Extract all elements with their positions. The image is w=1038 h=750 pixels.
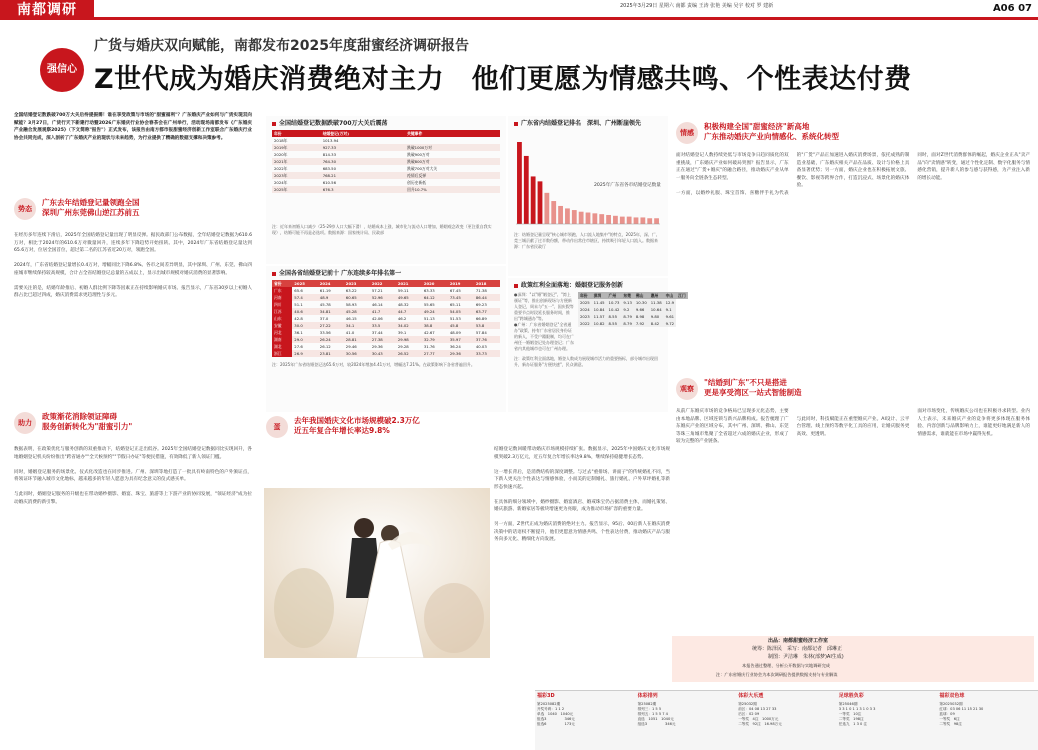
provincial-cell: 71.38 [475,288,487,293]
national-marriage-cell: 1013.94 [322,138,339,143]
provincial-title: 全国各省结婚登记前十 广东连续多年排名第一 [272,270,401,279]
provincial-cell: 63.22 [345,288,357,293]
city-bar [544,193,549,224]
national-marriage-cell: 跌破900万对 [407,152,430,157]
city-bar [558,206,563,224]
national-marriage-cell: 2018年 [274,138,288,143]
section-2-badge: 助力 [14,412,36,434]
provincial-row [272,322,500,329]
policy-cell: 9.72 [665,321,675,326]
provincial-cell: 29.98 [396,336,422,343]
provincial-cell: 27.77 [422,350,448,357]
national-marriage-row [272,186,500,193]
policy-header-cell: 中山 [664,292,676,299]
policy-cell: 8.42 [649,320,664,327]
section-4-title: 积极构建全国"甜蜜经济"新高地 广东推动婚庆产业向情感化、系统化转型 [704,122,839,141]
lottery-line: 前区：04 08 13 27 33 [738,707,777,712]
lottery-line: 直选 1051 1040元 [637,717,674,722]
section-3-title: 去年我国婚庆文化市场规模破2.3万亿 近五年复合年增长率达9.8% [294,416,420,435]
provincial-cell: 38.8 [422,322,448,329]
provincial-cell: 48.9 [318,294,344,301]
lottery-line: 任选九 1 3 0 注 [838,722,868,727]
provincial-cell: 35.97 [448,336,474,343]
national-marriage-header-cell: 结婚登记(万对) [321,130,405,137]
lottery-line: 二等奖 92注 16.98万元 [738,722,782,727]
main-headline: Z世代成为婚庆消费绝对主力 他们更愿为情感共鸣、个性表达付费 [94,64,912,95]
provincial-cell: 41.0 [345,330,355,335]
provincial-cell: 27.38 [370,336,396,343]
guangdong-city-title: 广东省内结婚登记排名 深圳、广州断崖领先 [514,120,641,129]
policy-text: ●深圳："以"婚"姻登记"、"湾上颁证"等，推出创新现场与方便新人登记，周末与"五一"、国庆假等重要节点时段延长服务时间，推出"跨城通办"等。 ●广州：广东省婚姻登记"全省通办"政策，持有广东省居民身份证的新人，不受户籍限制，均可在广州任一婚姻登记处办理登记；广东省内其他城市也可在广州办理。 [514,292,574,351]
lottery-line: 组选3 346元 [537,717,575,722]
lottery-line: 一等奖 10注 [838,712,862,717]
lottery-line: 单选 1040 1040元 [537,712,574,717]
section-2-head [14,412,252,436]
lottery-line: 排列三：1 5 5 [637,707,662,712]
guangdong-city-bar-chart [514,132,662,228]
policy-cell: 12.9 [665,300,675,305]
provincial-cell: 51.1 [294,302,303,307]
city-bar [647,218,652,224]
policy-cell: 8.98 [634,313,649,320]
masthead [0,0,1038,20]
policy-cell: 9.66 [634,306,649,313]
provincial-cell: 57.4 [292,294,318,301]
credits-support: 注：广东省婚庆行业协会为本次调研报告提供数据支持与专业解读 [716,672,838,677]
national-marriage-note: 注：近年来初婚人口减少（25-29岁人口大幅下滑），结婚成本上涨，城市化与流动人口增加，婚姻观念改变（更注重自我实现），结婚可能不再是必选项。数据来源：国家统计局、民政部 [272,224,492,235]
section-brand: 南都调研 [0,0,94,20]
provincial-cell: 37.0 [319,316,329,321]
provincial-header-cell: 2023 [344,280,370,287]
kicker-badge: 强信心 [40,48,84,92]
provincial-cell: 58.93 [345,302,357,307]
section-1-title: 广东去年结婚登记量领跑全国 深圳广州东莞佛山逆江苏前五 [42,198,140,217]
lottery-line: 二等奖 198注 [838,717,864,722]
provincial-cell: 64.12 [422,294,448,301]
provincial-cell: 45.8 [448,322,474,329]
national-marriage-cell: 764.30 [321,158,405,165]
provincial-cell: 49.65 [396,294,422,301]
kicker-headline: 广货与婚庆双向赋能，南都发布2025年度甜蜜经济调研报告 [94,38,469,54]
section-2-body: 数据表明，在政策优化与服务创新的双重推动下，结婚登记正走出低谷。2025年全国结婚登记数据同比实现回升，各地婚姻登记机关纷纷推出"跨省通办""全天候预约""节假日办证"等便民措施，有效降低了新人领证门槛。 同时，婚姻登记服务的场景化、仪式化改造也在同步推进。广州、深圳等地打造了一批具有岭南特色的户外颁证点，将领证环节融入城市文化地标，越来越多的年轻人愿意为具有纪念意义的仪式感买单。 与此同时，婚姻登记服务的升级也在带动婚纱摄影、婚宴、珠宝、旅游等上下游产业的协同发展，"领证经济"成为拉动婚庆消费的新引擎。 [14,447,252,505]
section-1-body: 在经历多年连续下滑后，2025年全国结婚登记量出现了明显反弹。据民政部门公布数据，全年结婚登记数据为610.6万对，相比于2024年的610.6万对微量回升，连续多年下降趋势开始扭转。其中，2024年广东省结婚登记量达到65.6万对，位居全国首位，超过第二名的江苏省近20万对，领跑全国。 2024年，广东省结婚登记量增长0.4万对，增幅同比下降6.8%。各市之间差异明显，其中深圳、广州、东莞、佛山四座城市继续保持较高规模，合计占全省结婚登记总量的五成以上，显示出城市规模对婚庆消费的显著影响。 需要关注的是，结婚年龄推后、初婚人群比例下降等因素正在持续影响婚庆市场。报告显示，广东省30岁以上初婚人群占比已超过四成，婚庆消费需求更趋理性与多元。 [14,233,252,298]
national-marriage-row [272,144,500,151]
section-4-body: 面对结婚登记人数持续处低与市场竞争日趋同质化的双重挑战，广东婚庆产业如何破局突围？报告显示，广东正在通过"广货+婚庆"的融合路径，推动婚庆产业从单一服务向全链条生态转型。 一方面，以婚纱礼服、珠宝首饰、喜糖伴手礼为代表的"广货"产品正加速进入婚庆消费场景，依托成熟的制造业基础，广东婚庆相关产品在品质、设计与价格上具备显著优势；另一方面，婚庆企业也在积极拓展文旅、餐饮、影视等跨界合作，打造沉浸式、场景化的婚庆体验。 同时，面对Z世代消费群体的崛起，婚庆企业正从"卖产品"向"卖情感"转变，通过个性化定制、数字化服务与情感化营销，提升新人的参与感与获得感，为产业注入新的增长动能。 [676,153,1030,196]
provincial-cell: 46.14 [371,302,383,307]
policy-cell: 2022 [580,321,590,326]
national-marriage-row [272,158,500,165]
provincial-header-cell: 2018 [474,280,500,287]
provincial-cell: 63.77 [474,308,500,315]
section-1-head [14,198,252,222]
provincial-cell: 57.21 [371,288,383,293]
national-marriage-title: 全国结婚登记数据跌破700万大关后震荡 [272,120,388,129]
provincial-row [272,294,500,301]
provincial-row [272,301,500,308]
provincial-row [272,343,500,350]
section-2-title: 政策渐花消除领证障碍 服务创新转化为"甜蜜引力" [42,412,133,431]
city-bar [654,218,659,224]
section-5-title: "结婚到广东"不只是搭进 更是享受湾区一站式智能制造 [704,378,802,397]
national-marriage-cell: 疫情后反弹 [405,172,500,179]
policy-cell: 10.82 [593,321,605,326]
provincial-header-cell: 2019 [448,280,474,287]
credits-method: 本报告通过整理、分析公开数据与实地调研完成 [742,663,830,668]
policy-cell: 11.45 [593,300,605,305]
national-marriage-cell: 683.50 [322,166,336,171]
provincial-cell: 57.84 [475,330,487,335]
provincial-panel [266,266,506,412]
header-rule [94,17,1038,20]
national-marriage-cell: 跌破1000万对 [405,144,500,151]
policy-cell: 8.55 [607,320,622,327]
policy-header-cell: 惠州 [649,292,664,299]
policy-cell: 9.61 [665,314,675,319]
provincial-cell: 29.46 [345,344,357,349]
national-marriage-row [272,172,500,179]
provincial-cell: 29.0 [292,336,318,343]
national-marriage-cell: 2021年 [272,158,321,165]
guangdong-city-chart-title: 2025年广东省各市结婚登记数量 [594,183,661,188]
lottery-line: 组选3 346元 [637,722,676,727]
national-marriage-cell: 创历史新低 [407,180,427,185]
provincial-cell: 53.8 [474,322,500,329]
provincial-cell: 安徽 [272,322,292,329]
policy-note: 注：政策红利全面落地，婚登人数成为展现城市活力的重要指标，部分城市出现回升，新办证服务"方便快速"，民众满意。 [514,356,658,367]
national-marriage-panel [266,116,506,264]
provincial-cell: 26.9 [292,350,318,357]
provincial-cell: 27.6 [294,344,303,349]
city-bar [606,215,611,224]
provincial-cell: 52.96 [370,294,396,301]
guangdong-city-note: 注：结婚登记量呈现"核心城市领跑，人口流入地集中"的特点，2025年，深、广、莞三城贡献了过半数份额，带动作出常住市辖区，持续吸引年轻人口流入。数据来源：广东省民政厅 [514,232,660,249]
provincial-cell: 65.11 [449,302,461,307]
provincial-cell: 44.7 [396,308,422,315]
provincial-cell: 40.6 [292,308,318,315]
policy-cell: 9.2 [621,306,633,313]
provincial-cell: 30.0 [292,322,318,329]
policy-cell: 8.79 [623,314,632,319]
national-marriage-row [272,151,500,158]
policy-cell: 8.79 [623,321,632,326]
policy-table [578,292,688,327]
provincial-cell: 湖南 [272,336,292,343]
policy-header-cell: 深圳 [592,292,607,299]
city-bar [640,217,645,224]
provincial-cell: 33.56 [319,330,331,335]
provincial-cell: 46.2 [397,316,407,321]
national-marriage-header-cell: 年份 [272,130,321,137]
section-5-body: 从前广东婚庆市场的竞争格局已呈现多元化态势，主要由本地品牌、区域连锁与新兴品牌构成。报告梳理了广东婚庆产业的区域分布，其中广州、深圳、佛山、东莞等珠三角城市集聚了全省超过六成的婚庆企业，形成了较为完整的产业链条。 与此同时，科技赋能正在重塑婚庆产业。AI设计、云平台管理、线上预约等数字化工具的应用，让婚庆服务更高效、更透明。 面对市场变化，传统婚庆公司也在积极寻求转型。业内人士表示，未来婚庆产业的竞争将更多体现在服务体验、内容创新与品牌影响力上，谁能更好地满足新人的情感需求，谁就能在市场中赢得先机。 [676,409,1030,444]
provincial-cell: 49.24 [422,308,448,315]
provincial-header-cell: 省份 [272,280,292,287]
policy-title: 政策红利全面落地：婚姻登记服务创新 [514,282,623,291]
city-bar [627,217,632,224]
national-marriage-table [272,130,500,193]
provincial-cell: 86.44 [474,294,500,301]
city-bar [551,201,556,224]
policy-cell: 11.57 [593,314,605,319]
lottery-block [636,691,735,750]
lottery-title: 体彩大乐透 [738,693,764,699]
national-marriage-cell: 2024年 [274,180,288,185]
provincial-cell: 27.22 [318,322,344,329]
city-bar [517,142,522,224]
credits-box [672,636,1034,682]
provincial-cell: 59.11 [397,288,409,293]
policy-cell: 2024 [580,307,590,312]
policy-cell: 8.55 [607,313,622,320]
national-marriage-cell: 2019年 [272,144,321,151]
policy-row [578,320,688,327]
provincial-cell: 29.36 [448,350,474,357]
city-bar [565,208,570,224]
provincial-cell: 23.81 [318,350,344,357]
provincial-row [272,287,500,294]
provincial-cell: 江苏 [272,308,292,315]
lottery-line: 二等奖 98注 [939,722,962,727]
section-1-badge: 势态 [14,198,36,220]
provincial-table [272,280,500,357]
national-marriage-cell: 回升10.7% [405,186,500,193]
provincial-cell: 34.02 [396,322,422,329]
policy-header-cell: 东莞 [621,292,633,299]
provincial-header-cell: 2024 [318,280,344,287]
provincial-cell: 66.89 [475,316,487,321]
wedding-couple-illustration [264,488,490,658]
policy-cell: 7.92 [634,320,649,327]
guangdong-city-panel [508,116,668,276]
section-3-body: 结婚登记数回暖带动婚庆市场规模持续扩张。数据显示，2025年中国婚庆文化市场规模突破2.3万亿元，近五年复合年增长率达9.8%，继续保持稳健增长态势。 这一增长背后，是消费结构的深度调整。与过去"重排场、讲面子"的传统婚礼不同，当下新人更关注个性表达与情感体验，小而美的定制婚礼、旅行婚礼、户外草坪婚礼等新形态快速兴起。 在具体的细分领域中，婚纱摄影、婚宴酒店、婚戒珠宝仍占据消费主体，而婚礼策划、婚庆旅游、新婚家居等板块增速更为亮眼，成为推动市场扩容的重要力量。 另一方面，Z世代正成为婚庆消费的绝对主力。报告显示，95后、00后新人在婚庆消费决策中的话语权不断提升，他们更愿意为情感共鸣、个性表达付费，推动婚庆产品与服务向多元化、精细化方向发展。 [494,447,670,542]
section-4-badge: 情感 [676,122,698,144]
lottery-block [937,691,1036,750]
provincial-cell: 67.45 [449,288,461,293]
national-marriage-cell: 2023年 [272,172,321,179]
policy-header-cell: 江门 [678,293,686,298]
city-bar [599,214,604,224]
lottery-line: 第2025082期 [537,702,561,707]
lottery-line: 开奖号码：1 1 2 [537,707,565,712]
city-bar [572,210,577,224]
national-marriage-cell: 2022年 [274,166,288,171]
city-bar [634,217,639,224]
provincial-cell: 69.23 [475,302,487,307]
provincial-cell: 39.1 [397,330,407,335]
page-number: A06 07 [992,3,1032,14]
provincial-header-cell: 2025 [292,280,318,287]
policy-panel [508,278,686,412]
national-marriage-cell: 跌破700万对大关 [407,166,438,171]
lottery-line: 红球：03 06 11 15 21 30 [939,707,984,712]
provincial-cell: 42.8 [294,316,303,321]
provincial-cell: 28.81 [344,336,370,343]
provincial-cell: 37.76 [474,336,500,343]
provincial-cell: 61.19 [319,288,331,293]
policy-cell: 10.64 [650,307,662,312]
provincial-cell: 36.1 [294,330,303,335]
issue-line: 2025年3月29日 星期六 南都 责编 王涛 张艳 美编 吴宇 校对 罗 建新 [620,3,774,9]
provincial-note: 注：2025年广东省结婚登记达65.6万对，较2024年增加4.41万对，增幅达7.21%。在政策影响下各省普遍回升。 [272,362,475,367]
provincial-cell: 73.45 [448,294,474,301]
provincial-cell: 30.56 [344,350,370,357]
national-marriage-cell: 610.56 [322,180,336,185]
policy-row [578,299,688,306]
provincial-cell: 51.53 [449,316,461,321]
policy-cell: 10.84 [593,307,605,312]
lottery-line: 排列五：1 5 5 7 4 [637,712,668,717]
provincial-cell: 30.43 [370,350,396,357]
section-3-head [266,416,506,440]
provincial-cell: 34.1 [344,322,370,329]
provincial-cell: 65.6 [294,288,303,293]
lottery-line: 第25032期 [738,702,757,707]
city-bar [579,212,584,224]
policy-cell: 2025 [580,300,590,305]
policy-row [578,306,688,313]
provincial-cell: 34.81 [318,308,344,315]
national-marriage-cell: 2020年 [274,152,288,157]
provincial-cell: 浙江 [272,350,292,357]
lottery-line: 第2025032期 [939,702,963,707]
lottery-line: 第25082期 [637,702,657,707]
provincial-cell: 四川 [272,301,292,308]
provincial-cell: 36.24 [449,344,461,349]
policy-cell: 2023 [580,314,590,319]
provincial-cell: 33.73 [474,350,500,357]
title-block [40,30,990,100]
provincial-row [272,308,500,315]
provincial-cell: 湖北 [272,343,292,350]
lottery-block [736,691,835,750]
policy-cell: 9.80 [649,313,664,320]
provincial-cell: 63.33 [423,288,435,293]
provincial-row [272,336,500,343]
national-marriage-cell: 814.33 [322,152,336,157]
provincial-cell: 42.67 [423,330,435,335]
provincial-cell: 54.05 [448,308,474,315]
credits-producer: 出品：南都甜蜜经济工作室 [768,638,829,644]
lottery-title: 体彩排列 [637,693,658,699]
lead-paragraph: 全国结婚登记数跌破700万大关后待提振需！谁在享受政策与市场的"甜蜜福利"？广东婚庆产业如何与广货实现双向赋能？3月27日，广货行天下新建行动暨2026广东婚庆行业协会春茶会在广州举行，活动现场南都发布《广东婚庆产业融合发展观察2025》（下文简称"报告"）正式发布，该报告由南方都市报甜蜜经济创新工作室联合广东婚庆行业协会共同完成，深入剖析了广东婚庆产业的现状与未来趋势，为行业提供了精确的数据支撑和决策参考。 [14,113,252,141]
provincial-header-cell: 2020 [422,280,448,287]
section-3-body-intro [266,446,492,486]
policy-row [578,313,688,320]
lottery-line: 第25046期 [838,702,858,707]
lottery-line: 一等奖 4注 1000万元 [738,717,779,722]
national-marriage-cell: 2025年 [272,186,321,193]
provincial-cell: 32.79 [422,336,448,343]
provincial-cell: 60.65 [344,294,370,301]
lottery-block [535,691,634,750]
provincial-cell: 26.12 [319,344,331,349]
policy-cell: 9.1 [664,306,676,313]
provincial-cell: 山东 [272,315,292,322]
provincial-cell: 48.32 [397,302,409,307]
provincial-cell: 46.15 [345,316,357,321]
section-5-head [676,378,1030,402]
provincial-cell: 41.7 [370,308,396,315]
provincial-row [272,329,500,336]
lottery-line: 组选6 173元 [537,722,575,727]
national-marriage-cell [405,137,500,144]
lottery-line: 后区：02 09 [738,712,760,717]
policy-cell: 10.42 [608,307,620,312]
city-bar [592,213,597,224]
national-marriage-cell: 768.21 [321,172,405,179]
national-marriage-cell: 跌破800万对 [405,158,500,165]
city-bar [524,156,529,224]
provincial-cell: 37.44 [371,330,383,335]
provincial-cell: 48.09 [449,330,461,335]
national-marriage-row [272,179,500,186]
provincial-cell: 河南 [272,294,292,301]
national-marriage-row [272,165,500,172]
lottery-line: 3 3 1 0 1 1 3 1 0 3 3 [838,707,876,712]
provincial-cell: 55.65 [423,302,435,307]
city-bar [586,213,591,224]
provincial-row [272,350,500,357]
national-marriage-row [272,137,500,144]
city-bar [620,217,625,224]
provincial-cell: 26.24 [318,336,344,343]
credits-design: 制图：尹洁琳 朱林(部梦)AI生成) [768,654,844,660]
lottery-title: 足球胜负彩 [838,693,864,699]
provincial-cell: 42.06 [371,316,383,321]
wedding-photo [264,488,490,658]
provincial-cell: 26.52 [396,350,422,357]
credits-editors: 统筹：陈泽民 采写：南都记者 邱琳正 [752,646,843,652]
provincial-cell: 40.03 [475,344,487,349]
provincial-cell: 45.28 [344,308,370,315]
provincial-header-cell: 2021 [396,280,422,287]
provincial-cell: 广东 [272,287,292,294]
provincial-cell: 29.36 [371,344,383,349]
provincial-cell: 29.28 [397,344,409,349]
policy-cell: 9.13 [623,300,632,305]
lottery-line: 一等奖 6注 [939,717,960,722]
city-bar [531,176,536,224]
lottery-line: 蓝球：09 [939,712,955,717]
section-3-badge: 蛋 [266,416,288,438]
section-5-badge: 观察 [676,378,698,400]
provincial-row [272,315,500,322]
provincial-cell: 31.76 [423,344,435,349]
national-marriage-cell: 676.3 [321,186,405,193]
policy-header-cell: 年份 [578,292,592,299]
provincial-cell: 河北 [272,329,292,336]
provincial-cell: 33.5 [370,322,396,329]
lottery-title: 福彩双色球 [939,693,965,699]
policy-header-cell: 佛山 [634,292,649,299]
city-bar [538,181,543,224]
provincial-cell: 45.78 [319,302,331,307]
national-marriage-cell: 927.33 [321,144,405,151]
provincial-cell: 51.13 [423,316,435,321]
policy-cell: 11.38 [650,300,662,305]
policy-cell: 10.30 [635,300,647,305]
national-marriage-header-cell: 关键事件 [405,130,500,137]
policy-cell: 10.73 [608,300,620,305]
lottery-title: 福彩3D [537,693,555,699]
lottery-bar [535,690,1038,750]
provincial-header-cell: 2022 [370,280,396,287]
policy-header-cell: 广州 [607,292,622,299]
section-4-head [676,122,1030,146]
lottery-block [837,691,936,750]
city-bar [613,216,618,224]
